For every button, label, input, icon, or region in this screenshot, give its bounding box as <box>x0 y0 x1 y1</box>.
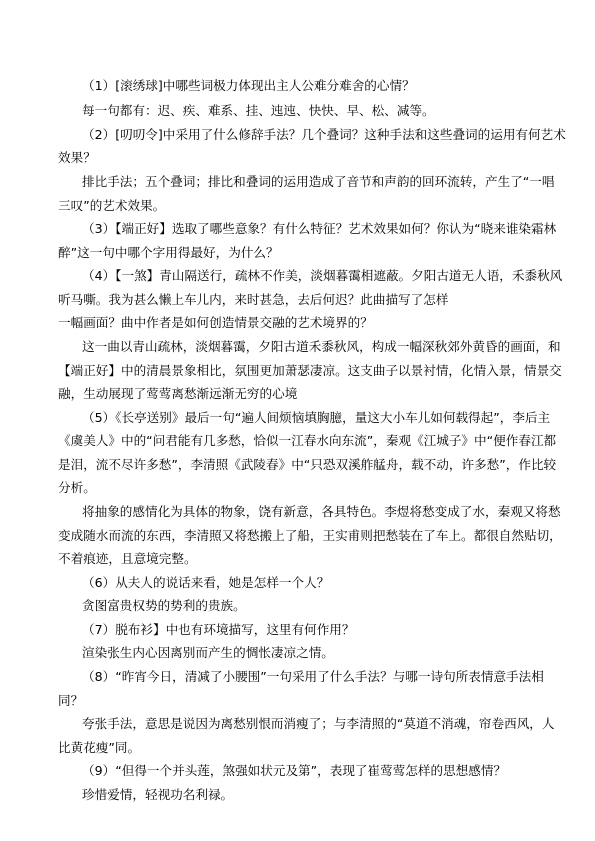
answer-9: 珍惜爱情，轻视功名利禄。 <box>82 787 234 802</box>
question-9: （9）“但得一个并头莲，煞强如状元及第”，表现了崔莺莺怎样的思想感情？ <box>82 763 507 778</box>
question-2: （2）[叨叨令]中采用了什么修辞手法？几个叠词？这种手法和这些叠词的运用有何艺术 <box>82 127 566 142</box>
question-5-cont-3: 分析。 <box>58 480 96 495</box>
question-2-cont: 效果？ <box>58 150 96 165</box>
answer-6: 贪图富贵权势的势利的贵族。 <box>82 598 246 613</box>
question-3-cont: 醉”这一句中哪个字用得最好，为什么？ <box>58 245 279 260</box>
answer-1: 每一句都有：迟、疾、难系、挂、迍迍、快快、早、松、减等。 <box>82 103 435 118</box>
answer-4-cont-1: 【端正好】中的清晨景象相比，氛围更加萧瑟凄凉。这支曲子以景衬情，化情入景，情景交 <box>58 363 562 378</box>
question-8-cont: 同？ <box>58 693 84 708</box>
question-4-cont-2: 一幅画面？曲中作者是如何创造情景交融的艺术境界的？ <box>58 315 373 330</box>
question-4-cont-1: 听马嘶。我为甚么懒上车儿内，来时甚急，去后何迟？此曲描写了怎样 <box>58 292 449 307</box>
answer-4: 这一曲以青山疏林，淡烟暮霭，夕阳古道禾黍秋风，构成一幅深秋郊外黄昏的画面，和 <box>82 339 561 354</box>
question-8: （8）“昨宵今日，清减了小腰围”一句采用了什么手法？与哪一诗句所表情意手法相 <box>82 669 544 684</box>
answer-5-cont-2: 不着痕迹，且意境完整。 <box>58 551 197 566</box>
question-5-cont-1: 《虞美人》中的“问君能有几多愁，恰似一江春水向东流”，秦观《江城子》中“便作春江都 <box>58 433 557 448</box>
answer-2-cont: 三叹”的艺术效果。 <box>58 198 166 213</box>
question-1: （1）[滚绣球]中哪些词极力体现出主人公难分难舍的心情？ <box>82 78 415 93</box>
answer-4-cont-2: 融，生动展现了莺莺离愁渐远渐无穷的心境 <box>58 386 298 401</box>
question-4: （4）【一煞】青山隔送行，疏林不作美，淡烟暮霭相遮蔽。夕阳古道无人语，禾黍秋风 <box>82 268 563 283</box>
answer-8: 夸张手法，意思是说因为离愁别恨而消瘦了；与李清照的“莫道不消魂，帘卷西风，人 <box>82 716 555 731</box>
answer-8-cont: 比黄花瘦”同。 <box>58 740 141 755</box>
answer-7: 渲染张生内心因离别而产生的惆怅凄凉之情。 <box>82 645 334 660</box>
question-5: （5）《长亭送别》最后一句“遍人间烦恼填胸臆，量这大小车儿如何载得起”，李后主 <box>82 410 551 425</box>
question-5-cont-2: 是泪，流不尽许多愁”，李清照《武陵春》中“只恐双溪舴艋舟，载不动，许多愁”，作比较 <box>58 457 557 472</box>
question-7: （7）脱布衫】中也有环境描写，这里有何作用？ <box>82 622 355 637</box>
answer-5: 将抽象的感情化为具体的物象，饶有新意，各具特色。李煜将愁变成了水，秦观又将愁 <box>82 504 561 519</box>
answer-5-cont-1: 变成随水而流的东西，李清照又将愁搬上了船，王实甫则把愁装在了车上。都很自然贴切， <box>58 528 562 543</box>
question-6: （6）从夫人的说话来看，她是怎样一个人？ <box>82 575 330 590</box>
question-3: （3）【端正好】选取了哪些意象？有什么特征？艺术效果如何？你认为“晓来谁染霜林 <box>82 221 557 236</box>
answer-2: 排比手法；五个叠词；排比和叠词的运用造成了音节和声韵的回环流转，产生了“一唱 <box>82 174 555 189</box>
